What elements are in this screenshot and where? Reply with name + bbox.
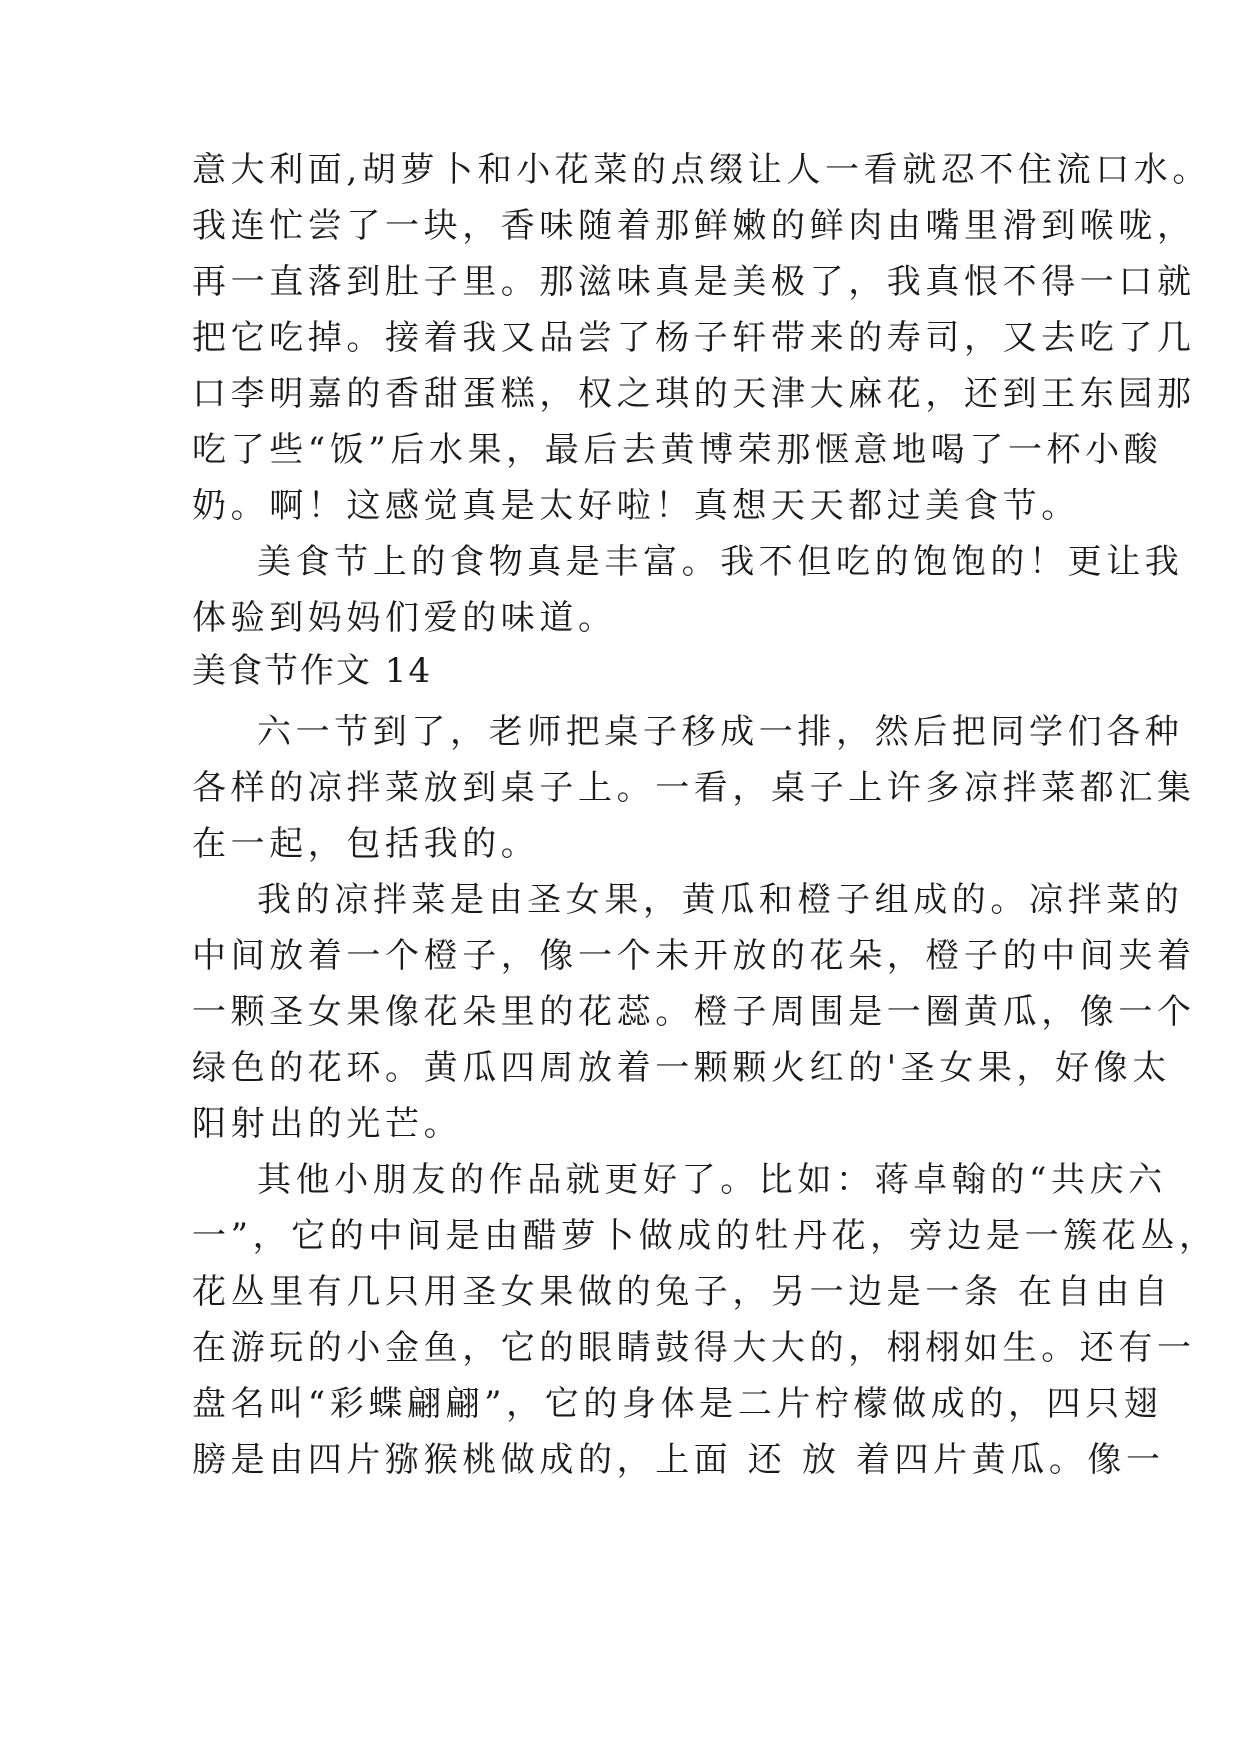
text-line: 在游玩的小金鱼，它的眼睛鼓得大大的，栩栩如生。还有一 [192, 1328, 1196, 1368]
text-line: 在一起，包括我的。 [192, 824, 540, 864]
text-line: 膀是由四片猕猴桃做成的，上面 还 放 着四片黄瓜。像一 [192, 1440, 1165, 1480]
text-line: 一”，它的中间是由醋萝卜做成的牡丹花，旁边是一簇花丛， [192, 1216, 1218, 1256]
text-line: 中间放着一个橙子，像一个未开放的花朵，橙子的中间夹着 [192, 936, 1196, 976]
text-line: 六一节到了，老师把桌子移成一排，然后把同学们各种 [257, 712, 1184, 752]
text-line: 盘名叫“彩蝶翩翩”，它的身体是二片柠檬做成的，四只翅 [192, 1384, 1163, 1424]
text-line: 花丛里有几只用圣女果做的兔子，另一边是一条 在自由自 [192, 1272, 1173, 1312]
text-line: 吃了些“饭”后水果，最后去黄博荣那惬意地喝了一杯小酸 [192, 430, 1163, 470]
text-line: 我的凉拌菜是由圣女果，黄瓜和橙子组成的。凉拌菜的 [257, 880, 1184, 920]
text-line: 绿色的花环。黄瓜四周放着一颗颗火红的'圣女果，好像太 [192, 1048, 1171, 1088]
section-heading: 美食节作文 14 [192, 651, 433, 691]
text-line: 阳射出的光芒。 [192, 1104, 463, 1144]
text-line: 口李明嘉的香甜蛋糕，权之琪的天津大麻花，还到王东园那 [192, 374, 1196, 414]
text-line: 再一直落到肚子里。那滋味真是美极了，我真恨不得一口就 [192, 262, 1196, 302]
text-line: 把它吃掉。接着我又品尝了杨子轩带来的寿司，又去吃了几 [192, 318, 1196, 358]
text-line: 我连忙尝了一块，香味随着那鲜嫩的鲜肉由嘴里滑到喉咙， [192, 206, 1196, 246]
text-line: 各样的凉拌菜放到桌子上。一看，桌子上许多凉拌菜都汇集 [192, 768, 1196, 808]
text-line: 其他小朋友的作品就更好了。比如：蒋卓翰的“共庆六 [257, 1160, 1167, 1200]
text-line: 奶。啊！这感觉真是太好啦！真想天天都过美食节。 [192, 486, 1080, 526]
text-line: 美食节上的食物真是丰富。我不但吃的饱饱的！更让我 [257, 542, 1184, 582]
text-line: 意大利面,胡萝卜和小花菜的点缀让人一看就忍不住流口水。 [192, 150, 1212, 190]
text-line: 体验到妈妈们爱的味道。 [192, 598, 617, 638]
text-line: 一颗圣女果像花朵里的花蕊。橙子周围是一圈黄瓜，像一个 [192, 992, 1196, 1032]
